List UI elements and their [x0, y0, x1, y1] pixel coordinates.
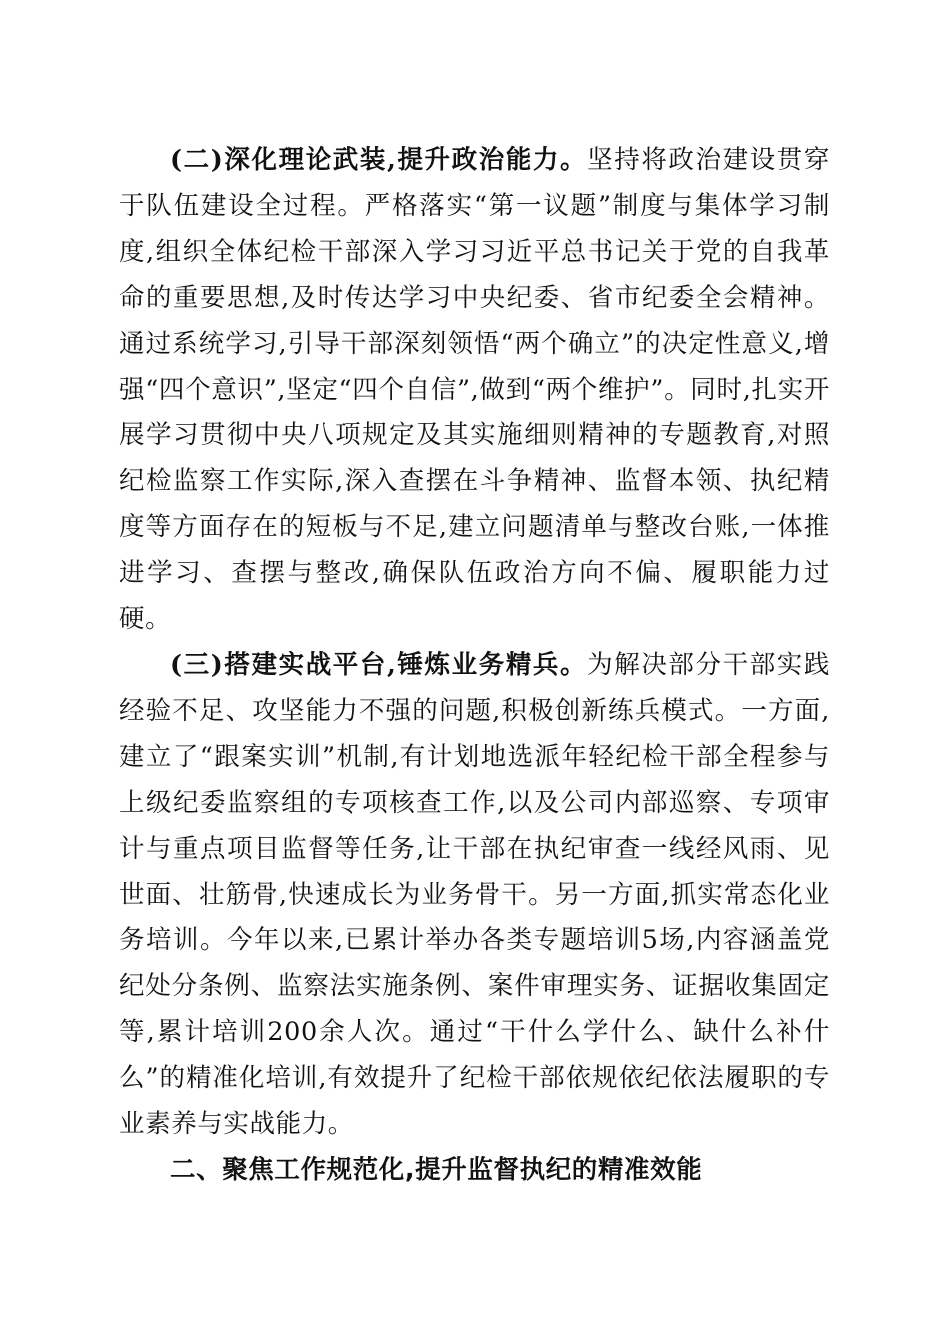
paragraph-text: 坚持将政治建设贯穿于队伍建设全过程。严格落实“第一议题”制度与集体学习制度,组织全体纪检干部深入学习习近平总书记关于党的自我革命的重要思想,及时传达学习中央纪委、省市纪委全会精神。通过系统学习,引导干部深刻领悟“两个确立”的决定性意义,增强“四个意识”,坚定“四个自信”,做到“两个维护”。同时,扎实开展学习贯彻中央八项规定及其实施细则精神的专题教育,对照纪检监察工作实际,深入查摆在斗争精神、监督本领、执纪精度等方面存在的短板与不足,建立问题清单与整改台账,一体推进学习、查摆与整改,确保队伍政治方向不偏、履职能力过硬。: [119, 145, 830, 635]
paragraph-lead: (二)深化理论武装,提升政治能力。: [170, 145, 588, 175]
document-body: [119, 138, 830, 1194]
paragraph-lead: (三)搭建实战平台,锤炼业务精兵。: [170, 649, 588, 680]
paragraph-theory-armament: [119, 138, 830, 643]
paragraph-text: 为解决部分干部实践经验不足、攻坚能力不强的问题,积极创新练兵模式。一方面,建立了“跟案实训”机制,有计划地选派年轻纪检干部全程参与上级纪委监察组的专项核查工作,以及公司内部巡察、专项审计与重点项目监督等任务,让干部在执纪审查一线经风雨、见世面、壮筋骨,快速成长为业务骨干。另一方面,抓实常态化业务培训。今年以来,已累计举办各类专题培训5场,内容涵盖党纪处分条例、监察法实施条例、案件审理实务、证据收集固定等,累计培训200余人次。通过“干什么学什么、缺什么补什么”的精准化培训,有效提升了纪检干部依规依纪依法履职的专业素养与实战能力。: [119, 649, 830, 1140]
section-heading: 二、聚焦工作规范化,提升监督执纪的精准效能: [170, 1154, 703, 1185]
paragraph-practical-platform: [119, 643, 830, 1148]
